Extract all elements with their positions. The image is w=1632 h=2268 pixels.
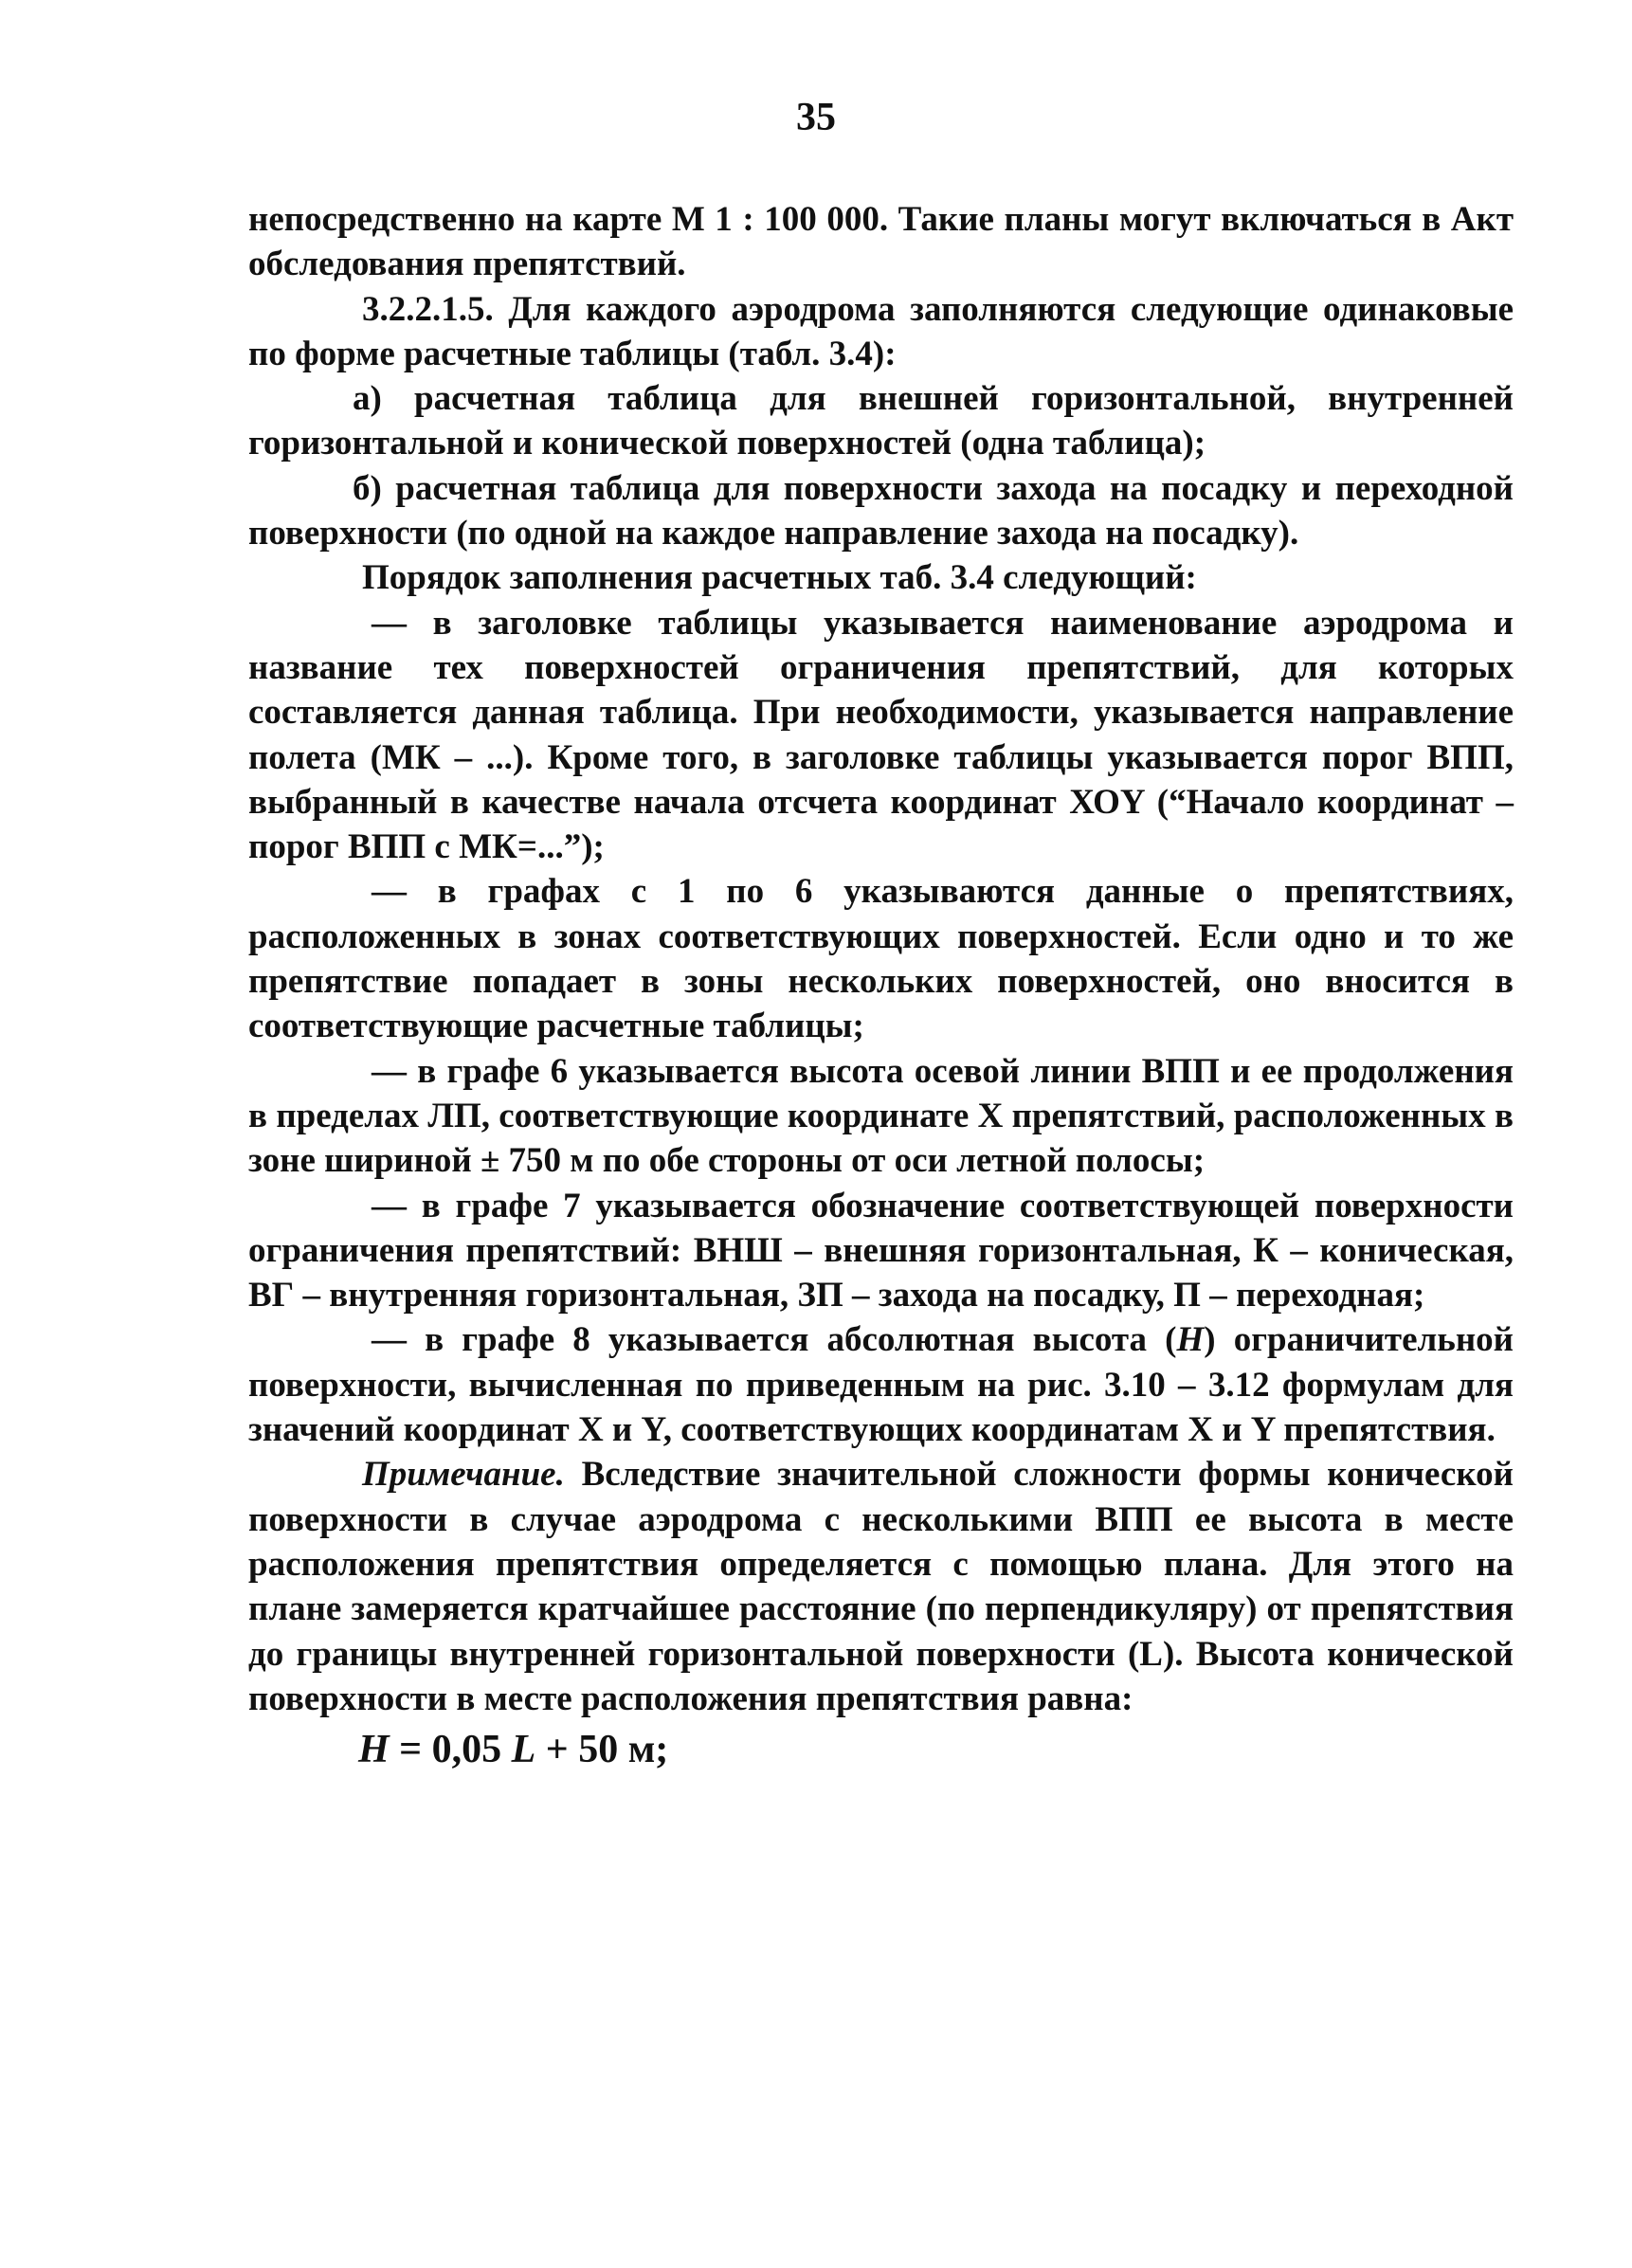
formula: [248, 1721, 1514, 1778]
note-paragraph: [248, 1452, 1514, 1721]
paragraph-1: непосредственно на карте М 1 : 100 000. Такие планы могут включаться в Акт обследования препятствий.: [248, 200, 1514, 284]
dash-item-header: — в заголовке таблицы указывается наименование аэродрома и название тех поверхностей ограничения препятствий, для которых составляется данная таблица. При необходимости, указывается направление полета (МК – ...). Кроме того, в заголовке таблицы указывается порог ВПП, выбранный в качестве начала отсчета координат ХОY (“Начало координат – порог ВПП с МК=...”);: [248, 603, 1514, 867]
paragraph-2: 3.2.2.1.5. Для каждого аэродрома заполняются следующие одинаковые по форме расчетные таблицы (табл. 3.4):: [248, 289, 1514, 373]
paragraph-order: Порядок заполнения расчетных таб. 3.4 следующий:: [362, 558, 1197, 598]
document-body: [248, 197, 1514, 1778]
list-item-b: б) расчетная таблица для поверхности захода на посадку и переходной поверхности (по одной на каждое направление захода на посадку).: [248, 468, 1514, 553]
formula-eq: = 0,05: [389, 1728, 512, 1772]
formula-l: L: [511, 1728, 536, 1772]
dash-item-column-7: — в графе 7 указывается обозначение соответствующей поверхности ограничения препятствий: ВНШ – внешняя горизонтальная, К – коническая, ВГ – внутренняя горизонтальная, ЗП – захода на посадку, П – переходная;: [248, 1186, 1514, 1315]
dash-item-column-8: [248, 1317, 1514, 1452]
dash-item-columns-1-6: — в графах с 1 по 6 указываются данные о препятствиях, расположенных в зонах соответствующих поверхностей. Если одно и то же препятствие попадает в зоны нескольких поверхностей, оно вносится в соответствующие расчетные таблицы;: [248, 872, 1514, 1046]
dash-item-column-6: — в графе 6 указывается высота осевой линии ВПП и ее продолжения в пределах ЛП, соответствующие координате Х препятствий, расположенных в зоне шириной ± 750 м по обе стороны от оси летной полосы;: [248, 1051, 1514, 1181]
column-8-rest: ) ограничительной поверхности, вычисленная по приведенным на рис. 3.10 – 3.12 формулам для значений координат Х и Y, соответствующих координатам Х и Y препятствия.: [248, 1320, 1514, 1450]
page-number: 35: [796, 96, 836, 139]
note-text: Вследствие значительной сложности формы конической поверхности в случае аэродрома с несколькими ВПП ее высота в месте расположения препятствия определяется с помощью плана. Для этого на плане замеряется кратчайшее расстояние (по перпендикуляру) от препятствия до границы внутренней горизонтальной поверхности (L). Высота конической поверхности в месте расположения препятствия равна:: [248, 1455, 1514, 1718]
column-8-lead: — в графе 8 указывается абсолютная высота (: [372, 1320, 1177, 1360]
height-variable: Н: [1176, 1320, 1205, 1360]
list-item-a: а) расчетная таблица для внешней горизонтальной, внутренней горизонтальной и конической поверхностей (одна таблица);: [248, 379, 1514, 463]
note-label: Примечание.: [362, 1455, 565, 1495]
formula-h: Н: [358, 1728, 390, 1772]
formula-rest: + 50 м;: [535, 1728, 669, 1772]
